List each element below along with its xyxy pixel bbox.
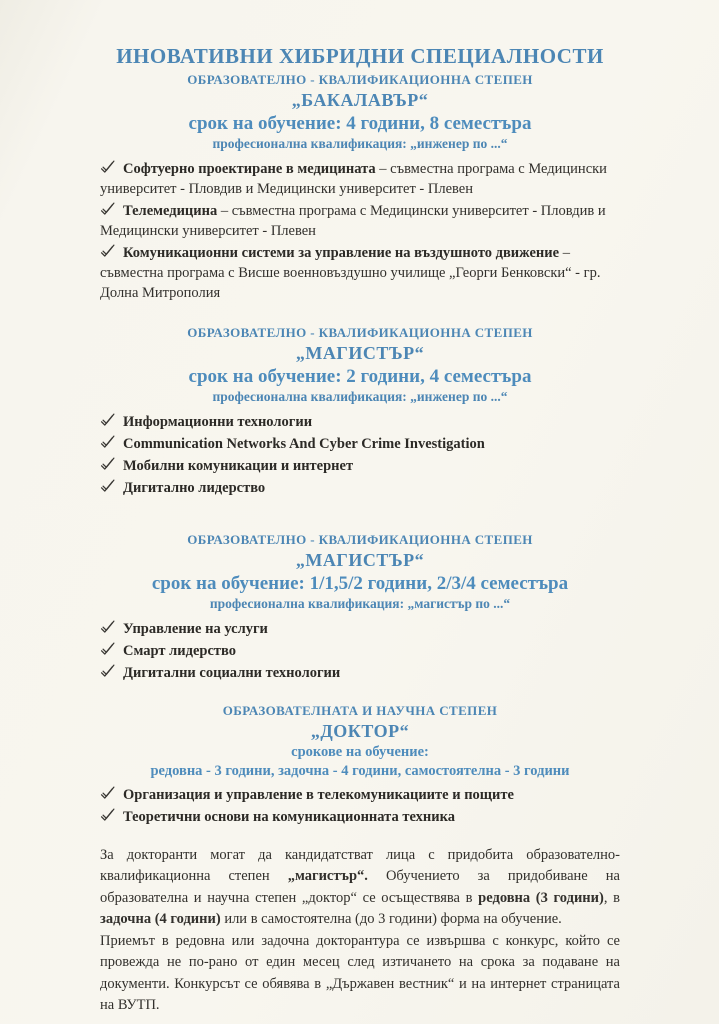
degree-type-label: ОБРАЗОВАТЕЛНО - КВАЛИФИКАЦИОННА СТЕПЕН xyxy=(187,72,533,87)
program-detail: – съвместна програма с Медицински университет - Пловдив и Медицински университет - Плевен xyxy=(100,203,606,239)
text-segment-bold: редовна (3 години) xyxy=(478,889,604,906)
program-name: Communication Networks And Cyber Crime Investigation xyxy=(123,436,485,452)
list-item xyxy=(100,807,620,827)
text-segment-bold: задочна (4 години) xyxy=(100,911,221,928)
double-checkmark-icon xyxy=(100,413,116,427)
list-item xyxy=(100,159,620,199)
program-list xyxy=(100,619,620,683)
doctoral-info-paragraph-1 xyxy=(100,845,620,931)
degree-type-label: ОБРАЗОВАТЕЛНО - КВАЛИФИКАЦИОННА СТЕПЕН xyxy=(187,532,533,547)
list-item xyxy=(100,201,620,241)
degree-section-master-flex xyxy=(100,532,620,683)
degree-name-bachelor: „БАКАЛАВЪР“ xyxy=(291,90,429,110)
double-checkmark-icon xyxy=(100,202,116,216)
double-checkmark-icon xyxy=(100,435,116,449)
list-item xyxy=(100,619,620,639)
qualification-line: професионална квалификация: „инженер по ...“ xyxy=(212,389,508,404)
list-item xyxy=(100,478,620,498)
double-checkmark-icon xyxy=(100,457,116,471)
list-item xyxy=(100,641,620,661)
double-checkmark-icon xyxy=(100,244,116,258)
list-item xyxy=(100,456,620,476)
list-item xyxy=(100,243,620,303)
degree-section-master-2y xyxy=(100,325,620,498)
double-checkmark-icon xyxy=(100,664,116,678)
duration-detail-line: редовна - 3 години, задочна - 4 години, самостоятелна - 3 години xyxy=(150,763,570,779)
double-checkmark-icon xyxy=(100,620,116,634)
double-checkmark-icon xyxy=(100,786,116,800)
list-item xyxy=(100,412,620,432)
double-checkmark-icon xyxy=(100,160,116,174)
program-name: Телемедицина xyxy=(123,203,218,219)
duration-line: срок на обучение: 1/1,5/2 години, 2/3/4 семестъра xyxy=(151,573,569,594)
program-name: Софтуерно проектиране в медицината xyxy=(123,161,376,177)
program-name: Организация и управление в телекомуникациите и пощите xyxy=(123,787,514,803)
program-name: Управление на услуги xyxy=(123,621,268,637)
program-name: Смарт лидерство xyxy=(123,643,236,659)
double-checkmark-icon xyxy=(100,642,116,656)
degree-name-master: „МАГИСТЪР“ xyxy=(295,550,425,570)
list-item xyxy=(100,785,620,805)
page-title: ИНОВАТИВНИ ХИБРИДНИ СПЕЦИАЛНОСТИ xyxy=(116,44,604,68)
double-checkmark-icon xyxy=(100,479,116,493)
qualification-line: професионална квалификация: „магистър по ...“ xyxy=(209,596,511,611)
degree-section-doctor xyxy=(100,703,620,827)
duration-line: срок на обучение: 4 години, 8 семестъра xyxy=(188,113,532,134)
program-detail: – съвместна програма с Медицински университет - Пловдив и Медицински университет - Плевен xyxy=(100,161,607,197)
program-list xyxy=(100,412,620,498)
program-name: Информационни технологии xyxy=(123,414,313,430)
duration-line: срок на обучение: 2 години, 4 семестъра xyxy=(188,366,532,387)
program-name: Дигитални социални технологии xyxy=(123,665,341,681)
doctoral-info-paragraph-2 xyxy=(100,931,620,1017)
program-name: Комуникационни системи за управление на въздушното движение xyxy=(123,245,560,261)
program-list xyxy=(100,159,620,303)
degree-type-label: ОБРАЗОВАТЕЛНАТА И НАУЧНА СТЕПЕН xyxy=(222,703,498,718)
text-segment: Обучението за придобиване на образователна и научна степен „доктор“ се осъществява в xyxy=(100,868,620,906)
program-detail: – съвместна програма с Висше военновъздушно училище „Георги Бенковски“ - гр. Долна Митрополия xyxy=(100,245,601,301)
list-item xyxy=(100,663,620,683)
program-name: Теоретични основи на комуникационната техника xyxy=(123,809,455,825)
degree-name-doctor: „ДОКТОР“ xyxy=(310,721,410,741)
duration-line: срокове на обучение: xyxy=(291,744,429,760)
text-segment: За докторанти могат да кандидатстват лица с придобита образователно-квалификационна степен xyxy=(100,847,620,885)
program-list xyxy=(100,785,620,827)
text-segment: Приемът в редовна или задочна докторантура се извършва с конкурс, който се провежда не по-рано от един месец след изтичането на срока за подаване на документи. Конкурсът се обявява в „Държавен вестник“ и на интернет страницата на ВУТП. xyxy=(100,932,620,1014)
degree-type-label: ОБРАЗОВАТЕЛНО - КВАЛИФИКАЦИОННА СТЕПЕН xyxy=(187,325,533,340)
text-segment: , в xyxy=(603,889,620,906)
text-segment: или в самостоятелна (до 3 години) форма на обучение. xyxy=(220,911,562,928)
degree-name-master: „МАГИСТЪР“ xyxy=(295,343,425,363)
program-name: Дигитално лидерство xyxy=(123,480,266,496)
double-checkmark-icon xyxy=(100,808,116,822)
text-segment-bold: „магистър“. xyxy=(287,868,368,885)
qualification-line: професионална квалификация: „инженер по ...“ xyxy=(212,136,508,151)
doctoral-admission-info xyxy=(100,845,620,1017)
list-item xyxy=(100,434,620,454)
program-name: Мобилни комуникации и интернет xyxy=(123,458,354,474)
degree-section-bachelor xyxy=(100,72,620,303)
